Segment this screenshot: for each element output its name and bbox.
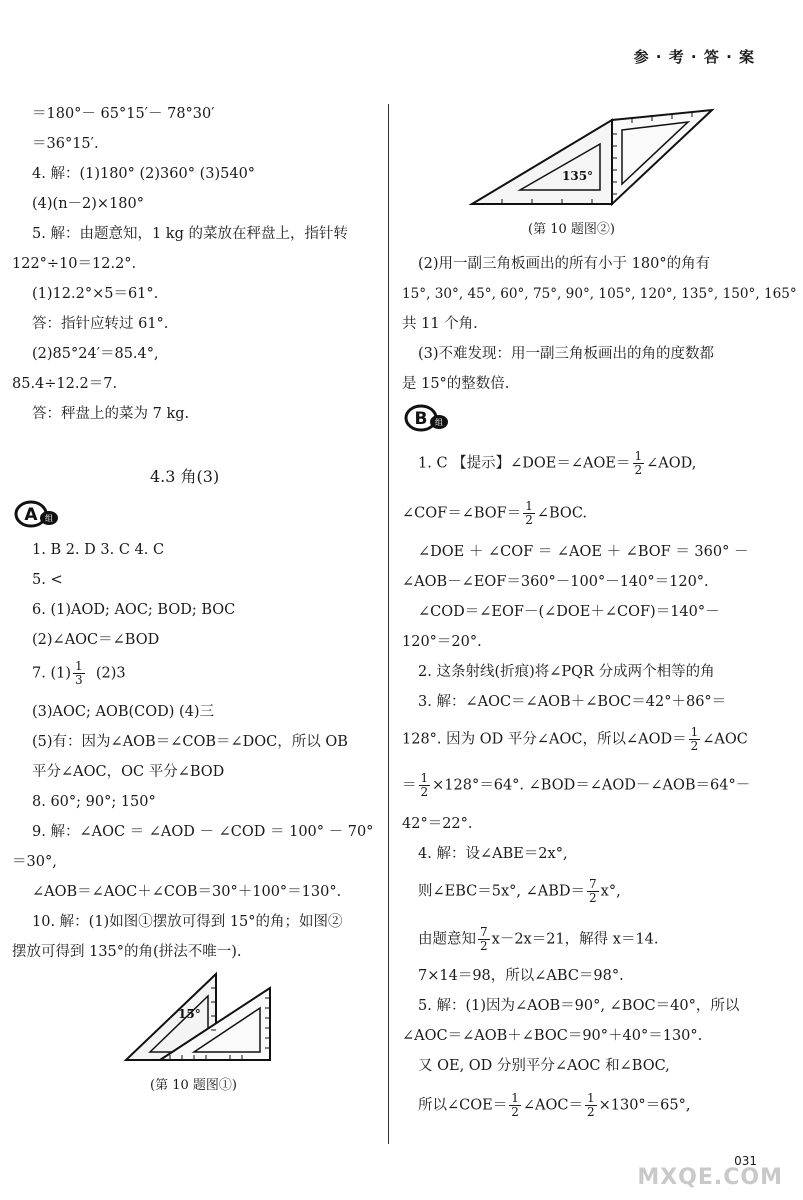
text-line xyxy=(32,660,126,687)
text-line: 6. (1)AOD; AOC; BOD; BOC xyxy=(32,602,236,618)
figure-2-triangles xyxy=(462,104,722,212)
text-line: ∠AOB＝∠AOC＋∠COB＝30°＋100°＝130°. xyxy=(32,884,342,900)
badge-letter: A xyxy=(24,505,38,525)
text-line: (4)(n－2)×180° xyxy=(32,196,144,212)
text-line: 5. 解：由题意知，1 kg 的菜放在秤盘上，指针转 xyxy=(32,226,348,242)
text-line: 5. 解：(1)因为∠AOB＝90°, ∠BOC＝40°，所以 xyxy=(418,998,740,1014)
text-line: 答：指针应转过 61°. xyxy=(32,316,169,332)
text-line: ∠AOB－∠EOF＝360°－100°－140°＝120°. xyxy=(402,574,709,590)
badge-sub: 组 xyxy=(45,514,53,523)
fraction: $\frac{1}{2}$ xyxy=(634,449,643,477)
text-line: (2)用一副三角板画出的所有小于 180°的角有 xyxy=(418,256,711,272)
fraction: $\frac{1}{2}$ xyxy=(586,1091,595,1119)
text-line: 15°, 30°, 45°, 60°, 75°, 90°, 105°, 120°, 135°, 150°, 165° xyxy=(402,286,797,302)
text-line: 所以∠COE＝ $\frac{1}{2}$ ∠AOC＝ $\frac{1}{2}$ ×130°＝65°, xyxy=(418,1091,691,1119)
text-line: 由题意知 $\frac{7}{2}$ x－2x＝21，解得 x＝14. xyxy=(418,925,659,953)
text-line: ∠COF＝∠BOF＝ $\frac{1}{2}$ ∠BOC. xyxy=(402,499,588,527)
fraction: $\frac{1}{3}$ xyxy=(74,659,83,687)
text-line: (2)85°24′＝85.4°, xyxy=(32,346,159,362)
text-line: ＝180°－ 65°15′－ 78°30′ xyxy=(32,106,215,122)
figure-2-label: 135° xyxy=(562,169,594,183)
fraction: $\frac{7}{2}$ xyxy=(480,925,488,953)
text-line: 摆放可得到 135°的角(拼法不唯一). xyxy=(12,944,242,960)
text-line: 9. 解：∠AOC ＝ ∠AOD － ∠COD ＝ 100° － 70° xyxy=(32,824,374,840)
page-number: 031 xyxy=(734,1154,757,1168)
text-line: (3)AOC; AOB(COD) (4)三 xyxy=(32,704,215,720)
figure-1-caption: (第 10 题图①) xyxy=(150,1078,237,1093)
fraction: $\frac{7}{2}$ xyxy=(589,877,597,905)
text-line: 则∠EBC＝5x°, ∠ABD＝ $\frac{7}{2}$ x°, xyxy=(418,877,621,905)
column-divider xyxy=(388,104,389,1144)
text-line: ∠AOC＝∠AOB＋∠BOC＝90°＋40°＝130°. xyxy=(402,1028,703,1044)
text-line: 120°＝20°. xyxy=(402,634,482,650)
text-line: 4. 解：设∠ABE＝2x°, xyxy=(418,846,568,862)
text-seg: (2)3 xyxy=(95,665,126,682)
fraction: $\frac{1}{2}$ xyxy=(511,1091,519,1119)
text-line: (3)不难发现：用一副三角板画出的角的度数都 xyxy=(418,346,715,362)
text-line: ＝ $\frac{1}{2}$ ×128°＝64°. ∠BOD＝∠AOD－∠AOB＝64°－ xyxy=(402,771,751,799)
text-line: 1. C 【提示】∠DOE＝∠AOE＝ $\frac{1}{2}$ ∠AOD, xyxy=(418,449,697,477)
text-line: 4. 解：(1)180° (2)360° (3)540° xyxy=(32,166,256,182)
text-line: ＝36°15′. xyxy=(32,136,99,152)
text-line: 128°. 因为 OD 平分∠AOC，所以∠AOD＝ $\frac{1}{2}$ ∠AOC xyxy=(402,725,748,753)
text-seg: 7. (1) xyxy=(32,665,71,682)
text-line: 共 11 个角. xyxy=(402,316,478,332)
text-line: 85.4÷12.2＝7. xyxy=(12,376,118,392)
text-line: 3. 解：∠AOC＝∠AOB＋∠BOC＝42°＋86°＝ xyxy=(418,694,727,710)
text-line: 平分∠AOC，OC 平分∠BOD xyxy=(32,764,225,780)
text-line: ∠DOE ＋ ∠COF ＝ ∠AOE ＋ ∠BOF ＝ 360° － xyxy=(418,544,749,560)
text-line: 2. 这条射线(折痕)将∠PQR 分成两个相等的角 xyxy=(418,664,715,680)
figure-1-triangles xyxy=(120,968,280,1064)
text-line: 1. B 2. D 3. C 4. C xyxy=(32,542,165,558)
figure-2-caption: (第 10 题图②) xyxy=(528,222,615,237)
badge-sub: 组 xyxy=(435,418,443,427)
fraction: $\frac{1}{2}$ xyxy=(525,499,533,527)
figure-1-label: 15° xyxy=(178,1007,201,1021)
text-line: ∠COD＝∠EOF－(∠DOE＋∠COF)＝140°－ xyxy=(418,604,720,620)
text-line: 122°÷10＝12.2°. xyxy=(12,256,137,272)
text-line: 答：秤盘上的菜为 7 kg. xyxy=(32,406,190,422)
text-line: ＝30°, xyxy=(12,854,57,870)
text-line: 是 15°的整数倍. xyxy=(402,376,510,392)
text-line: 7×14＝98，所以∠ABC＝98°. xyxy=(418,968,624,984)
page-header: 参 · 考 · 答 · 案 xyxy=(633,48,755,66)
watermark: MXQE.COM xyxy=(637,1165,783,1190)
badge-letter: B xyxy=(414,409,428,429)
text-line: (5)有：因为∠AOB＝∠COB＝∠DOC，所以 OB xyxy=(32,734,348,750)
group-b-badge xyxy=(404,404,450,432)
group-a-badge xyxy=(14,500,60,528)
fraction: $\frac{1}{2}$ xyxy=(690,725,699,753)
text-line: 10. 解：(1)如图①摆放可得到 15°的角；如图② xyxy=(32,914,343,930)
fraction: $\frac{1}{2}$ xyxy=(420,771,429,799)
text-line: (2)∠AOC＝∠BOD xyxy=(32,632,160,648)
text-line: 5. < xyxy=(32,572,63,588)
text-line: 42°＝22°. xyxy=(402,816,473,832)
text-line: 又 OE, OD 分别平分∠AOC 和∠BOC, xyxy=(418,1058,670,1074)
text-line: 8. 60°; 90°; 150° xyxy=(32,794,156,810)
text-line: (1)12.2°×5＝61°. xyxy=(32,286,159,302)
section-title: 4.3 角(3) xyxy=(150,467,220,486)
